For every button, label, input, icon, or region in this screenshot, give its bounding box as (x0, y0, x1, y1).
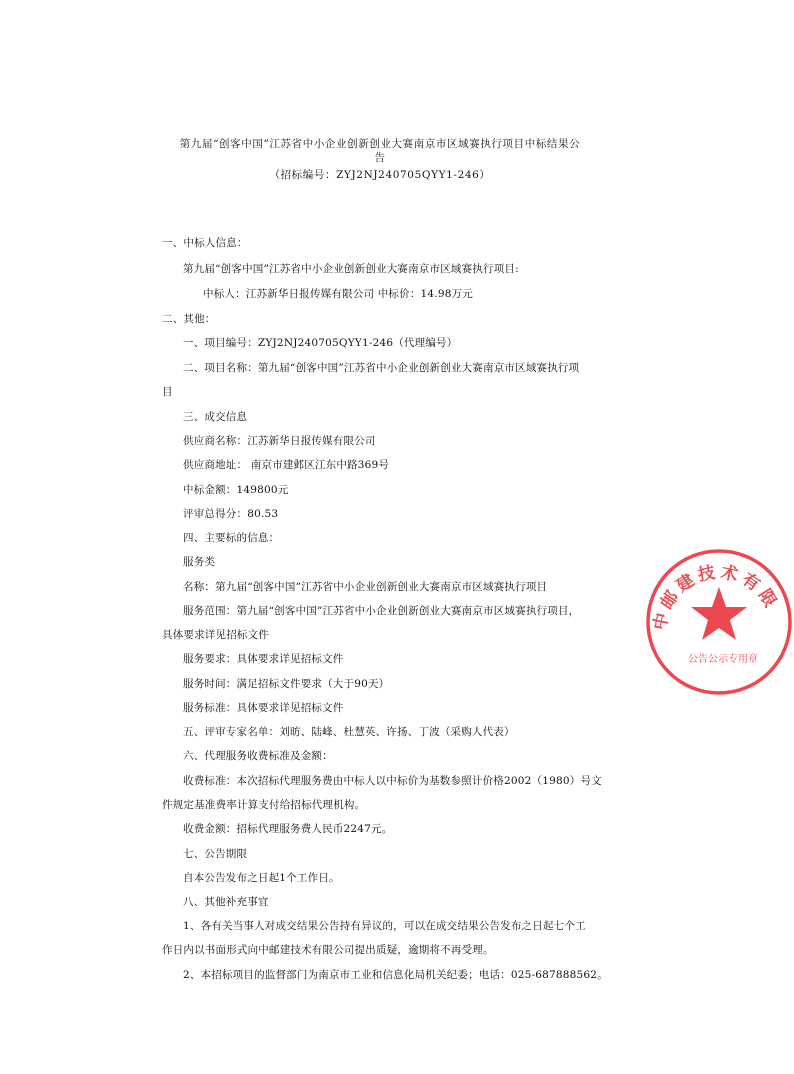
deal-info-heading: 三、成交信息 (183, 411, 248, 423)
winner-and-price: 中标人：江苏新华日报传媒有限公司 中标价：14.98万元 (203, 288, 473, 300)
document-title-line1: 第九届“创客中国”江苏省中小企业创新创业大赛南京市区域赛执行项目中标结果公 (179, 138, 581, 150)
review-score: 评审总得分：80.53 (183, 508, 279, 520)
section-heading-other: 二、其他： (162, 313, 216, 325)
service-requirement: 服务要求：具体要求详见招标文件 (183, 653, 344, 665)
supplier-address: 供应商地址： 南京市建邺区江东中路369号 (183, 459, 390, 471)
seal-star-icon (691, 587, 747, 640)
service-scope-line1: 服务范围：第九届“创客中国”江苏省中小企业创新创业大赛南京市区域赛执行项目， (183, 605, 580, 617)
agency-fee-heading: 六、代理服务收费标准及金额： (183, 750, 333, 762)
seal-arc-text: 中邮建技术有限 (650, 562, 783, 632)
other-matters-heading: 八、其他补充事宜 (183, 896, 269, 908)
section-heading-winner-info: 一、中标人信息： (162, 237, 248, 249)
service-scope-line2: 具体要求详见招标文件 (162, 629, 269, 641)
seal-bottom-text: 公告公示专用章 (688, 654, 758, 665)
expert-list: 五、评审专家名单：刘昉、陆峰、杜慧英、许扬、丁波（采购人代表） (183, 726, 515, 738)
winner-project-name: 第九届“创客中国”江苏省中小企业创新创业大赛南京市区域赛执行项目: (183, 263, 519, 275)
announcement-period: 自本公告发布之日起1个工作日。 (183, 872, 340, 884)
service-standard: 服务标准：具体要求详见招标文件 (183, 702, 344, 714)
tender-number: （招标编号：ZYJ2NJ240705QYY1-246） (269, 169, 491, 181)
fee-standard-line1: 收费标准：本次招标代理服务费由中标人以中标价为基数参照计价格2002（1980）号文 (183, 775, 602, 787)
announcement-period-heading: 七、公告期限 (183, 848, 248, 860)
supplier-name: 供应商名称：江苏新华日报传媒有限公司 (183, 435, 376, 447)
service-type: 服务类 (183, 556, 216, 568)
project-name-line1: 二、项目名称：第九届“创客中国”江苏省中小企业创新创业大赛南京市区域赛执行项 (183, 362, 580, 374)
subject-name: 名称：第九届“创客中国”江苏省中小企业创新创业大赛南京市区域赛执行项目 (183, 581, 548, 593)
objection-note-line1: 1、各有关当事人对成交结果公告持有异议的，可以在成交结果公告发布之日起七个工 (183, 920, 586, 932)
project-name-line2: 目 (162, 386, 173, 398)
winning-amount: 中标金额：149800元 (183, 484, 289, 496)
document-title-line2: 告 (374, 152, 386, 164)
service-time: 服务时间：满足招标文件要求（大于90天） (183, 678, 390, 690)
supervision-dept: 2、本招标项目的监督部门为南京市工业和信息化局机关纪委；电话：025-687888562。 (183, 969, 608, 981)
fee-standard-line2: 件规定基准费率计算支付给招标代理机构。 (162, 799, 366, 811)
main-subject-heading: 四、主要标的信息： (183, 532, 280, 544)
fee-amount: 收费金额：招标代理服务费人民币2247元。 (183, 823, 393, 835)
objection-note-line2: 作日内以书面形式向中邮建技术有限公司提出质疑，逾期将不再受理。 (162, 944, 494, 956)
company-seal (644, 547, 794, 697)
project-number: 一、项目编号：ZYJ2NJ240705QYY1-246（代理编号） (183, 337, 458, 349)
